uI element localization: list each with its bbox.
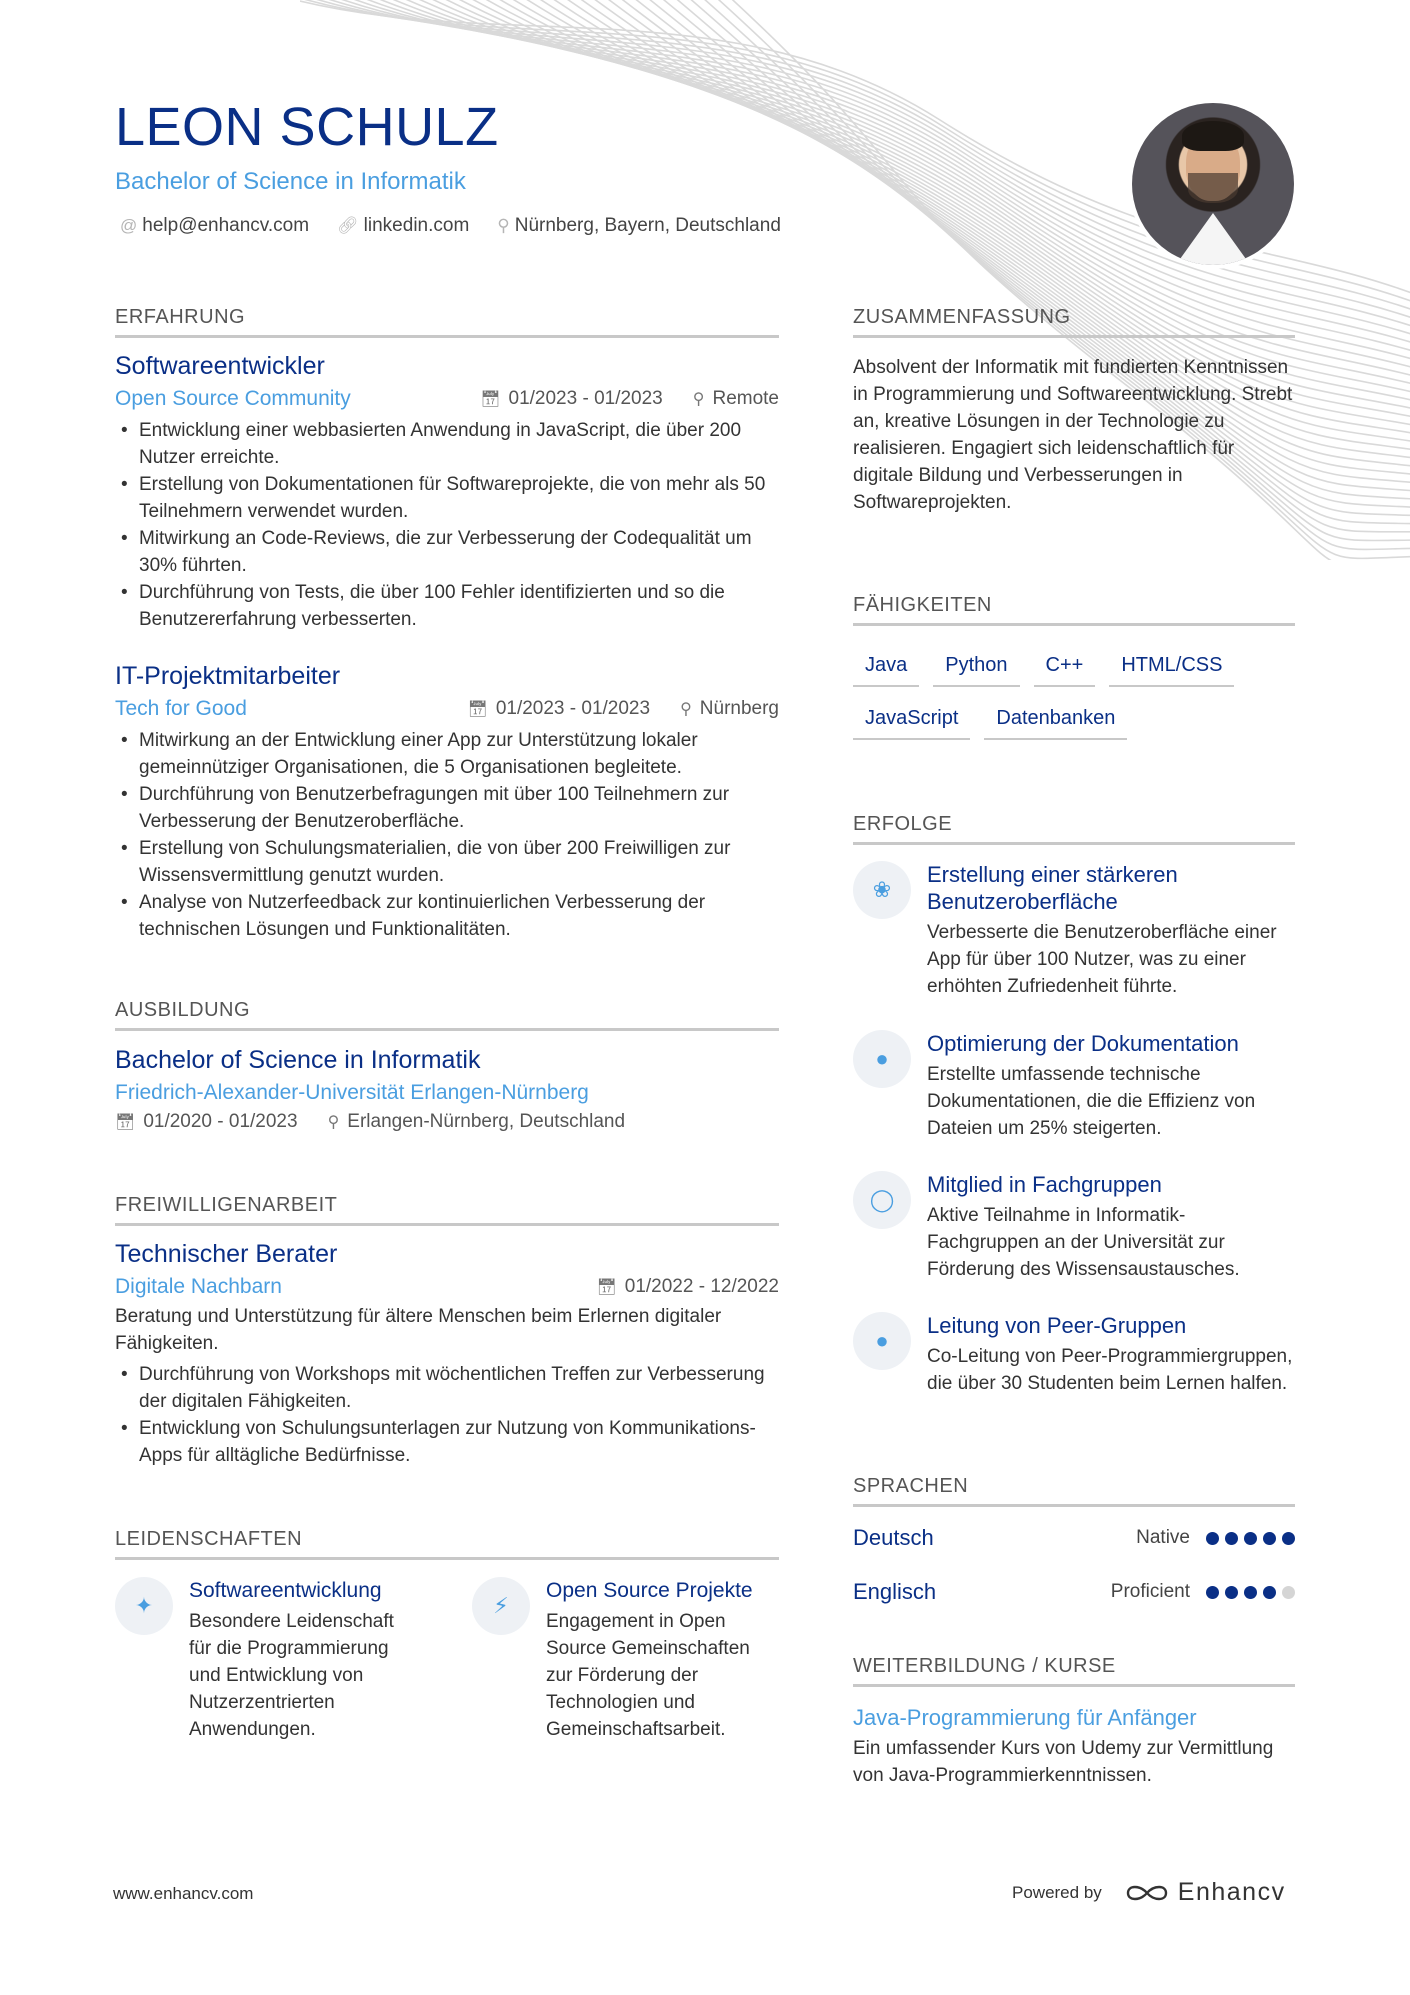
skills-list	[853, 650, 1295, 740]
achievement-title: Optimierung der Dokumentation	[927, 1031, 1239, 1056]
calendar-icon: 📅︎	[596, 1279, 617, 1296]
rating-dot	[1225, 1532, 1238, 1545]
experience-item	[115, 662, 779, 943]
enhancv-logo-icon	[1124, 1881, 1170, 1905]
passion-title: Softwareentwicklung	[189, 1579, 382, 1602]
education-dates: 01/2020 - 01/2023	[143, 1111, 298, 1132]
course-item	[853, 1705, 1295, 1789]
footer-branding	[1012, 1878, 1286, 1907]
calendar-icon: 📅︎	[115, 1114, 136, 1131]
job-title: Softwareentwickler	[115, 352, 325, 380]
section-title-education: AUSBILDUNG	[115, 999, 779, 1031]
skill-tag: Java	[853, 650, 919, 687]
section-title-achievements: ERFOLGE	[853, 813, 1295, 845]
rating-dot	[1263, 1586, 1276, 1599]
language-level: Proficient	[1110, 1581, 1190, 1602]
brand-name: Enhancv	[1177, 1878, 1286, 1906]
calendar-icon: 📅︎	[480, 391, 501, 408]
rating-dot	[1206, 1586, 1219, 1599]
brain-icon: ●	[853, 1312, 911, 1370]
language-rating	[1206, 1586, 1295, 1599]
section-title-passions: LEIDENSCHAFTEN	[115, 1528, 779, 1560]
achievement-title: Mitglied in Fachgruppen	[927, 1172, 1162, 1197]
rating-dot	[1282, 1532, 1295, 1545]
education-item	[115, 1046, 779, 1133]
achievement-item	[853, 1030, 1295, 1142]
job-org: Tech for Good	[115, 697, 247, 720]
pin-icon: ⚲	[692, 391, 705, 408]
achievement-title: Erstellung einer stärkeren Benutzeroberfläche	[927, 862, 1178, 914]
candidate-name: LEON SCHULZ	[115, 97, 499, 157]
education-location: Erlangen-Nürnberg, Deutschland	[347, 1111, 626, 1132]
list-item: • Durchführung von Benutzerbefragungen mit über 100 Teilnehmern zur Verbesserung der Benutzeroberfläche.	[115, 781, 779, 835]
passion-title: Open Source Projekte	[546, 1579, 753, 1602]
calendar-icon: 📅︎	[467, 701, 488, 718]
list-item: • Mitwirkung an der Entwicklung einer App zur Unterstützung lokaler gemeinnütziger Organisationen, die 5 Organisationen begleitete.	[115, 727, 779, 781]
passion-text: Engagement in Open Source Gemeinschaften zur Förderung der Technologien und Gemeinschaftsarbeit.	[546, 1611, 750, 1740]
award-icon: ❀	[853, 861, 911, 919]
bolt-icon: ⚡︎	[472, 1577, 530, 1635]
volunteer-dates: 01/2022 - 12/2022	[624, 1276, 779, 1297]
job-location: Nürnberg	[699, 698, 779, 719]
pin-icon: ⚲	[680, 701, 692, 718]
avatar	[1132, 103, 1294, 265]
skill-tag: C++	[1034, 650, 1096, 687]
link-icon: 🔗︎	[337, 216, 359, 235]
language-row	[853, 1579, 1295, 1605]
skill-tag: JavaScript	[853, 703, 970, 740]
list-item: • Analyse von Nutzerfeedback zur kontinuierlichen Verbesserung der technischen Lösungen und Funktionalitäten.	[115, 889, 779, 943]
headline: Bachelor of Science in Informatik	[115, 168, 466, 195]
volunteer-org: Digitale Nachbarn	[115, 1275, 282, 1298]
rating-dot	[1206, 1532, 1219, 1545]
volunteer-title: Technischer Berater	[115, 1240, 338, 1268]
list-item: • Erstellung von Schulungsmaterialien, die von über 200 Freiwilligen zur Wissensvermittlung genutzt wurden.	[115, 835, 779, 889]
skill-tag: Python	[933, 650, 1019, 687]
achievement-item	[853, 1312, 1295, 1397]
language-name: Englisch	[853, 1579, 937, 1604]
job-bullets	[115, 417, 779, 633]
footer-website[interactable]: www.enhancv.com	[113, 1884, 254, 1903]
language-rating	[1206, 1532, 1295, 1545]
achievement-item	[853, 861, 1295, 1000]
passion-text: Besondere Leidenschaft für die Programmierung und Entwicklung von Nutzerzentrierten Anwendungen.	[189, 1611, 394, 1740]
pin-icon: ⚲	[497, 216, 510, 235]
achievement-text: Erstellte umfassende technische Dokumentationen, die die Effizienz von Dateien um 25% steigerten.	[927, 1064, 1256, 1139]
section-title-languages: SPRACHEN	[853, 1475, 1295, 1507]
rating-dot	[1225, 1586, 1238, 1599]
course-title: Java-Programmierung für Anfänger	[853, 1705, 1197, 1730]
brain-icon: ●	[853, 1030, 911, 1088]
skill-tag: Datenbanken	[984, 703, 1127, 740]
achievement-item	[853, 1171, 1295, 1283]
list-item: • Erstellung von Dokumentationen für Softwareprojekte, die von mehr als 50 Teilnehmern verwendet wurden.	[115, 471, 779, 525]
rating-dot	[1263, 1532, 1276, 1545]
rating-dot	[1282, 1586, 1295, 1599]
language-name: Deutsch	[853, 1525, 934, 1550]
volunteer-item	[115, 1240, 779, 1469]
achievement-text: Aktive Teilnahme in Informatik-Fachgruppen an der Universität zur Förderung des Wissensaustausches.	[927, 1205, 1240, 1280]
contact-row	[120, 215, 781, 237]
passion-item	[472, 1577, 782, 1743]
list-item: • Entwicklung einer webbasierten Anwendung in JavaScript, die über 200 Nutzer erreichte.	[115, 417, 779, 471]
list-item: • Mitwirkung an Code-Reviews, die zur Verbesserung der Codequalität um 30% führten.	[115, 525, 779, 579]
wand-icon: ✦	[115, 1577, 173, 1635]
job-org: Open Source Community	[115, 387, 351, 410]
rating-dot	[1244, 1586, 1257, 1599]
section-title-experience: ERFAHRUNG	[115, 306, 779, 338]
linkedin-contact[interactable]: 🔗︎ linkedin.com	[337, 215, 470, 236]
at-icon: @	[120, 216, 138, 235]
course-text: Ein umfassender Kurs von Udemy zur Vermittlung von Java-Programmierkenntnissen.	[853, 1738, 1274, 1786]
degree: Bachelor of Science in Informatik	[115, 1046, 481, 1074]
passion-item	[115, 1577, 415, 1743]
volunteer-bullets	[115, 1361, 779, 1469]
section-title-courses: WEITERBILDUNG / KURSE	[853, 1655, 1295, 1687]
language-row	[853, 1525, 1295, 1551]
summary-text: Absolvent der Informatik mit fundierten Kenntnissen in Programmierung und Softwareentwicklung. Strebt an, kreative Lösungen in der Technologie zu realisieren. Engagiert sich leidenschaftlich für digitale Bildung und Verbesserungen in Softwareprojekten.	[853, 357, 1293, 513]
job-location: Remote	[712, 388, 779, 409]
job-title: IT-Projektmitarbeiter	[115, 662, 341, 690]
section-title-skills: FÄHIGKEITEN	[853, 594, 1295, 626]
job-dates: 01/2023 - 01/2023	[508, 388, 663, 409]
job-dates: 01/2023 - 01/2023	[495, 698, 651, 719]
list-item: • Durchführung von Workshops mit wöchentlichen Treffen zur Verbesserung der digitalen Fähigkeiten.	[115, 1361, 779, 1415]
job-bullets	[115, 727, 779, 943]
achievement-text: Co-Leitung von Peer-Programmiergruppen, die über 30 Studenten beim Lernen halfen.	[927, 1346, 1293, 1394]
section-title-summary: ZUSAMMENFASSUNG	[853, 306, 1295, 338]
achievement-text: Verbesserte die Benutzeroberfläche einer App für über 100 Nutzer, was zu einer erhöhten Zufriedenheit führte.	[927, 922, 1277, 997]
email-contact[interactable]: @ help@enhancv.com	[120, 215, 310, 236]
achievement-title: Leitung von Peer-Gruppen	[927, 1313, 1187, 1338]
section-title-volunteer: FREIWILLIGENARBEIT	[115, 1194, 779, 1226]
pin-icon: ⚲	[327, 1114, 340, 1131]
rating-dot	[1244, 1532, 1257, 1545]
lightbulb-icon: ◯	[853, 1171, 911, 1229]
school: Friedrich-Alexander-Universität Erlangen-Nürnberg	[115, 1081, 589, 1104]
language-level: Native	[1136, 1527, 1190, 1548]
skill-tag: HTML/CSS	[1109, 650, 1234, 687]
location-contact: ⚲ Nürnberg, Bayern, Deutschland	[497, 215, 781, 236]
volunteer-description: Beratung und Unterstützung für ältere Menschen beim Erlernen digitaler Fähigkeiten.	[115, 1306, 722, 1354]
powered-by: Powered by	[1012, 1882, 1102, 1902]
experience-item	[115, 352, 779, 633]
list-item: • Durchführung von Tests, die über 100 Fehler identifizierten und so die Benutzererfahrung verbesserten.	[115, 579, 779, 633]
list-item: • Entwicklung von Schulungsunterlagen zur Nutzung von Kommunikations-Apps für alltägliche Bedürfnisse.	[115, 1415, 779, 1469]
